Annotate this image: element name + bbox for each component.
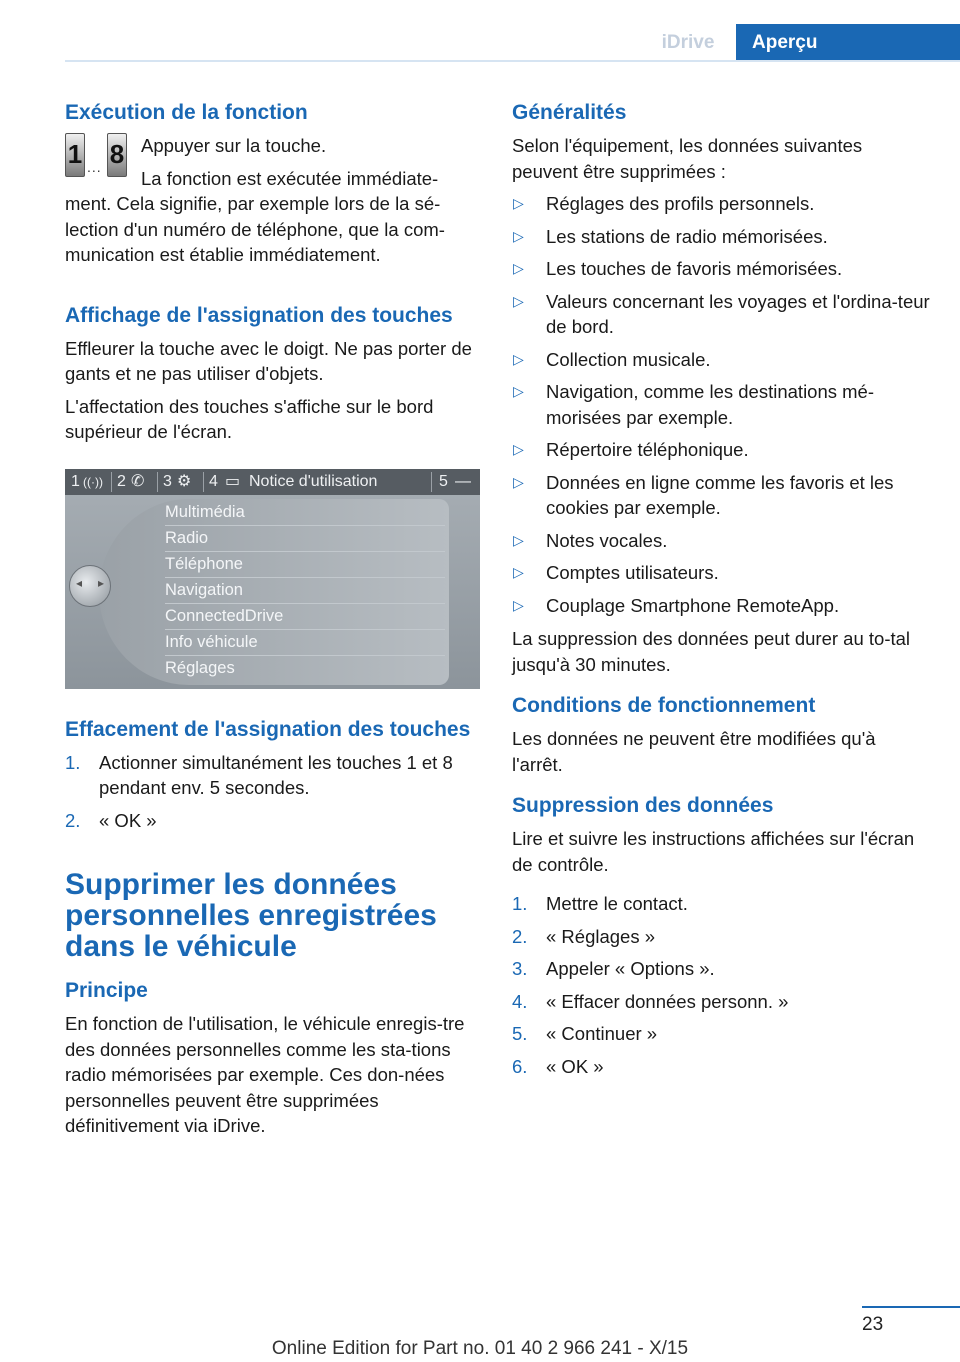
triangle-bullet-icon: ▷ <box>513 383 524 399</box>
step-text: « OK » <box>99 809 157 831</box>
eff-title: Effacement de l'assignation des touches <box>65 717 471 741</box>
edition-footer: Online Edition for Part no. 01 40 2 966 241 - X/15 <box>271 1338 689 1359</box>
gen-title: Généralités <box>512 101 627 124</box>
list-item <box>65 808 477 834</box>
step-text: Appeler « Options ». <box>546 958 715 979</box>
triangle-bullet-icon: ▷ <box>513 564 524 580</box>
screen-menu-item: Info véhicule <box>165 629 445 656</box>
screen-tab-4: 4 <box>209 472 218 490</box>
cond-title: Conditions de fonctionnement <box>512 694 816 717</box>
exec-para-2: La fonction est exécutée immédiate-ment. Cela signifie, par exemple lors de la sé-lection d'un numéro de téléphone, que la com-munication est établie immédiatement. <box>65 167 445 265</box>
idrive-screen-image <box>65 469 480 689</box>
triangle-bullet-icon: ▷ <box>513 473 524 490</box>
screen-tab-1: 1 <box>71 472 80 490</box>
step-number: 2. <box>512 925 528 947</box>
favorite-keys-icon <box>65 133 129 179</box>
header-section-label: iDrive <box>661 32 715 53</box>
list-item-text: Répertoire téléphonique. <box>546 439 749 460</box>
list-item <box>512 989 930 1015</box>
dash-icon: — <box>455 472 471 490</box>
tab-separator <box>203 472 204 492</box>
triangle-bullet-icon: ▷ <box>513 531 524 548</box>
triangle-bullet-icon: ▷ <box>513 596 524 613</box>
page-number: 23 <box>862 1314 884 1335</box>
list-item <box>512 891 930 917</box>
step-text: « OK » <box>546 1055 604 1077</box>
screen-menu-item: ConnectedDrive <box>165 603 445 630</box>
triangle-bullet-icon: ▷ <box>513 227 524 244</box>
list-item-text: Les stations de radio mémorisées. <box>546 225 828 247</box>
triangle-bullet-icon: ▷ <box>513 441 524 457</box>
list-item-text: Données en ligne comme les favoris et les cookies par exemple. <box>546 471 894 518</box>
triangle-bullet-icon: ▷ <box>513 292 524 309</box>
step-number: 3. <box>512 958 528 979</box>
header-chapter-tab: Aperçu <box>736 24 960 62</box>
step-text: Actionner simultanément les touches 1 et 8 pendant env. 5 secondes. <box>99 751 453 798</box>
phone-icon: ✆ <box>131 472 145 490</box>
screen-tab-bar <box>65 469 480 495</box>
screen-tab-2: 2 <box>117 472 126 490</box>
screen-menu-item: Multimédia <box>165 499 445 526</box>
step-number: 6. <box>512 1055 528 1077</box>
principe-title: Principe <box>65 979 148 1002</box>
screen-tab-manual: Notice d'utilisation <box>249 472 378 490</box>
list-item <box>512 956 930 982</box>
list-item <box>512 379 930 430</box>
key-range-dots: ... <box>87 159 102 175</box>
list-item <box>512 528 930 554</box>
screen-tab-3: 3 <box>163 472 172 490</box>
step-number: 1. <box>65 751 81 773</box>
list-item-text: Notes vocales. <box>546 529 668 551</box>
eff-steps-list <box>65 750 477 834</box>
exec-key-row <box>65 133 477 275</box>
list-item-text: Collection musicale. <box>546 348 711 370</box>
aff-para-2: L'affectation des touches s'affiche sur le bord supérieur de l'écran. <box>65 395 434 442</box>
car-icon: ▭ <box>225 472 241 490</box>
screen-menu-item: Navigation <box>165 577 445 604</box>
list-item-text: Réglages des profils personnels. <box>546 193 815 214</box>
step-number: 1. <box>512 893 528 914</box>
list-item <box>512 347 930 373</box>
gear-icon: ⚙ <box>177 472 192 490</box>
aff-para-1: Effleurer la touche avec le doigt. Ne pas porter de gants et ne pas utiliser d'objets. <box>65 337 472 384</box>
gen-items-list <box>512 191 930 618</box>
step-text: « Réglages » <box>546 925 656 947</box>
exec-title: Exécution de la fonction <box>65 101 308 124</box>
list-item <box>512 437 930 463</box>
aff-title: Affichage de l'assignation des touches <box>65 303 453 327</box>
list-item-text: Comptes utilisateurs. <box>546 562 719 583</box>
tab-separator <box>431 472 432 492</box>
screen-menu-item: Radio <box>165 525 445 552</box>
cond-para: Les données ne peuvent être modifiées qu'à l'arrêt. <box>512 728 876 775</box>
footer-rule <box>862 1306 960 1308</box>
step-number: 2. <box>65 809 81 831</box>
header-rule <box>65 60 960 62</box>
sup-para: Lire et suivre les instructions affichées sur l'écran de contrôle. <box>512 828 915 875</box>
step-text: « Effacer données personn. » <box>546 990 789 1012</box>
sup-title: Suppression des données <box>512 794 774 817</box>
list-item <box>512 289 930 340</box>
controller-icon: ◂ ▸ <box>69 565 111 607</box>
tab-separator <box>157 472 158 492</box>
list-item <box>512 924 930 950</box>
sup-steps-list <box>512 891 930 1079</box>
key-1-icon: 1 <box>65 133 85 177</box>
triangle-bullet-icon: ▷ <box>513 260 524 276</box>
screen-tab-5: 5 <box>439 472 448 490</box>
gen-para-2: La suppression des données peut durer au to-tal jusqu'à 30 minutes. <box>512 628 911 675</box>
triangle-bullet-icon: ▷ <box>513 350 524 367</box>
list-item <box>512 560 930 586</box>
main-title: Supprimer les données personnelles enregistrées dans le véhicule <box>65 868 437 963</box>
step-text: « Continuer » <box>546 1023 658 1044</box>
list-item <box>512 470 930 521</box>
step-number: 4. <box>512 990 528 1012</box>
triangle-bullet-icon: ▷ <box>513 195 524 211</box>
tab-separator <box>111 472 112 492</box>
screen-menu <box>99 499 449 685</box>
list-item <box>65 750 477 801</box>
screen-menu-item: Réglages <box>165 658 235 677</box>
gen-para: Selon l'équipement, les données suivantes peuvent être supprimées : <box>512 135 863 182</box>
list-item <box>512 256 930 282</box>
list-item <box>512 191 930 217</box>
list-item <box>512 224 930 250</box>
screen-menu-item: Téléphone <box>165 551 445 578</box>
list-item-text: Navigation, comme les destinations mé-morisées par exemple. <box>546 381 875 428</box>
list-item-text: Les touches de favoris mémorisées. <box>546 258 843 279</box>
step-text: Mettre le contact. <box>546 893 688 914</box>
key-8-icon: 8 <box>107 133 127 177</box>
list-item <box>512 1021 930 1047</box>
left-column <box>65 100 477 1155</box>
signal-icon: ((·)) <box>83 474 103 489</box>
principe-para: En fonction de l'utilisation, le véhicule enregis-tre des données personnelles comme les sta-tions radio mémorisées par exemple. Ces don-nées personnelles peuvent être supprimées définitivement via iDrive. <box>65 1013 465 1136</box>
step-number: 5. <box>512 1023 528 1044</box>
list-item-text: Couplage Smartphone RemoteApp. <box>546 594 840 616</box>
exec-para-1: Appuyer sur la touche. <box>141 135 327 156</box>
list-item <box>512 1054 930 1080</box>
list-item <box>512 593 930 619</box>
right-column <box>512 100 930 1095</box>
list-item-text: Valeurs concernant les voyages et l'ordina-teur de bord. <box>546 290 930 337</box>
